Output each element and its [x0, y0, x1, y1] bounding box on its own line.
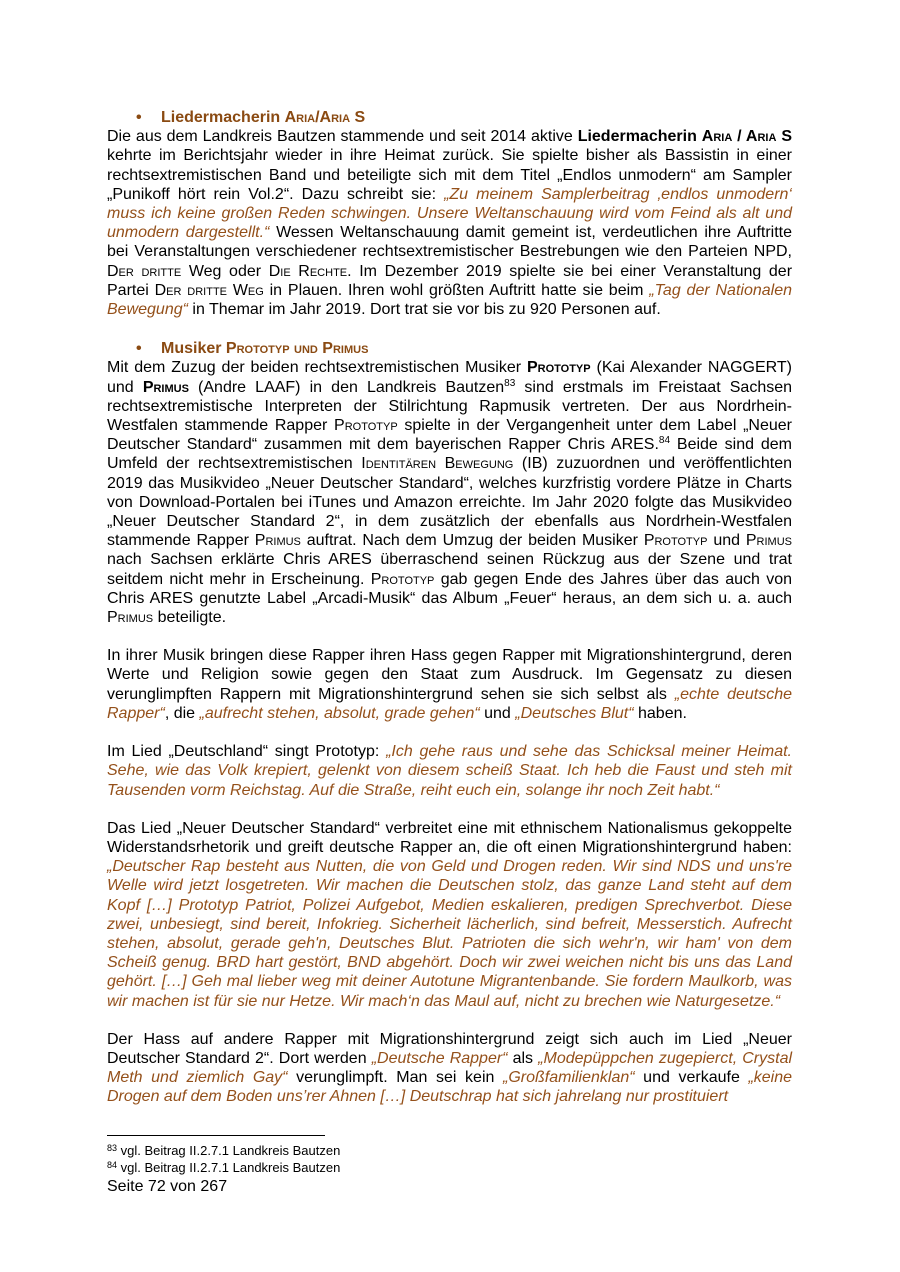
- section-heading-prototyp: • Musiker Prototyp und Primus: [136, 340, 369, 358]
- bullet: •: [136, 340, 142, 358]
- footnote-ref: 84: [658, 435, 671, 447]
- quote: „Zu meinem Samplerbeitrag ‚endlos unmodern‘ muss ich keine großen Reden schwingen. Unsere Weltanschauung wird vom Feind als alt und unmodern dargestellt.“: [107, 185, 792, 242]
- paragraph-hass: In ihrer Musik bringen diese Rapper ihren Hass gegen Rapper mit Migrationshintergrund, deren Werte und Religion sowie gegen den Staat zum Ausdruck. Im Gegensatz zu diesen verunglimpften Rappern mit Migrationshintergrund sehen sie sich selbst als „echte deutsche Rapper“, die „aufrecht stehen, absolut, grade gehen“ und „Deutsches Blut“ haben.: [107, 647, 792, 722]
- footnote-ref: 83: [504, 377, 516, 389]
- section-heading-aria: • Liedermacherin Aria/Aria S: [136, 109, 366, 126]
- quote: „Tag der Nationalen Bewegung“: [107, 281, 792, 319]
- footnote-separator: [107, 1135, 325, 1136]
- footnote-84: $^{84}$ vgl. Beitrag II.2.7.1 Landkreis Bautzen: [107, 1160, 341, 1175]
- page-body: [107, 108, 792, 1107]
- bullet: •: [136, 109, 142, 126]
- page-number: Seite 72 von 267: [107, 1178, 228, 1195]
- paragraph-deutschland: Im Lied „Deutschland“ singt Prototyp: „Ich gehe raus und sehe das Schicksal meiner Heimat. Sehe, wie das Volk krepiert, gelenkt von diesem scheiß Staat. Ich heb die Faust und steh mit Tausenden vorm Reichstag. Auf die Straße, reiht euch ein, solange ihr noch Zeit habt.“: [107, 743, 793, 799]
- paragraph-nds: Das Lied „Neuer Deutscher Standard“ verbreitet eine mit ethnischem Nationalismus gekoppelte Widerstandsrhetorik und greift deutsche Rapper an, die oft einen Migrationshintergrund haben: „Deutscher Rap besteht aus Nutten, die von Geld und Drogen reden. Wir sind NDS und uns're Welle wird jetzt losgetreten. Wir machen die Deutschen stolz, das ganze Land steht auf dem Kopf […] Prototyp Patriot, Polizei Aufgebot, Medien eskalieren, predigen Sprechverbot. Diese zwei, unbesiegt, sind bereit, Infokrieg. Sicherheit lächerlich, sind befreit, Messerstich. Aufrecht stehen, absolut, gerade geh'n, Deutsches Blut. Patrioten die sich wehr'n, wir ham' von dem Scheiß genug. BRD hart gestört, BND abgehört. Doch wir zwei weichen nicht bis uns das Land gehört. […] Geh mal lieber weg mit deiner Autotune Migrantenbande. Sie fordern Maulkorb, was wir machen ist für sie nur Hetze. Wir mach‘n das Maul auf, nicht zu brechen wie Naturgesetze.“: [107, 819, 792, 1010]
- footnote-83: $^{83}$ vgl. Beitrag II.2.7.1 Landkreis Bautzen: [107, 1143, 341, 1158]
- paragraph-aria: Die aus dem Landkreis Bautzen stammende und seit 2014 aktive Liedermacherin Aria / Aria S kehrte im Berichtsjahr wieder in ihre Heimat zurück. Sie spielte bisher als Bassistin in einer rechtsextremistischen Band und beteiligte sich mit dem Titel „Endlos unmodern“ am Sampler „Punikoff hört rein Vol.2“. Dazu schreibt sie: „Zu meinem Samplerbeitrag ‚endlos unmodern‘ muss ich keine großen Reden schwingen. Unsere Weltanschauung wird vom Feind als alt und unmodern dargestellt.“ Wessen Weltanschauung damit gemeint ist, verdeutlichen ihre Auftritte bei Veranstaltungen verschiedener rechtsextremistischer Bestrebungen wie den Parteien NPD, Der dritte Weg oder Die Rechte. Im Dezember 2019 spielte sie bei einer Veranstaltung der Partei Der dritte Weg in Plauen. Ihren wohl größten Auftritt hatte sie beim „Tag der Nationalen Bewegung“ in Themar im Jahr 2019. Dort trat sie vor bis zu 920 Personen auf.: [107, 128, 793, 319]
- paragraph-prototyp: Mit dem Zuzug der beiden rechtsextremistischen Musiker Prototyp (Kai Alexander NAGGERT) und Primus (Andre LAAF) in den Landkreis Bautzen$^{83}$ sind erstmals im Freistaat Sachsen rechtsextremistische Interpreten der Stilrichtung Rapmusik vertreten. Der aus Nordrhein-Westfalen stammende Rapper Prototyp spielte in der Vergangenheit unter dem Label „Neuer Deutscher Standard“ zusammen mit dem bayerischen Rapper Chris ARES.$^{84}$ Beide sind dem Umfeld der rechtsextremistischen Identitären Bewegung (IB) zuzuordnen und veröffentlichten 2019 das Musikvideo „Neuer Deutscher Standard“, welches kurzfristig vordere Plätze in Charts von Download-Portalen bei iTunes und Amazon erreichte. Im Jahr 2020 folgte das Musikvideo „Neuer Deutscher Standard 2“, in dem zusätzlich der ebenfalls aus Nordrhein-Westfalen stammende Rapper Primus auftrat. Nach dem Umzug der beiden Musiker Prototyp und Primus nach Sachsen erklärte Chris ARES überraschend seinen Rückzug aus der Szene und trat seitdem nicht mehr in Erscheinung. Prototyp gab gegen Ende des Jahres über das auch von Chris ARES genutzte Label „Arcadi-Musik“ das Album „Feuer“ heraus, an dem sich u. a. auch Primus beteiligte.: [107, 359, 793, 627]
- paragraph-nds2: Der Hass auf andere Rapper mit Migrationshintergrund zeigt sich auch im Lied „Neuer Deutscher Standard 2“. Dort werden „Deutsche Rapper“ als „Modepüppchen zugepierct, Crystal Meth und ziemlich Gay“ verunglimpft. Man sei kein „Großfamilienklan“ und verkaufe „keine Drogen auf dem Boden uns’rer Ahnen […] Deutschrap hat sich jahrelang nur prostituiert: [107, 1030, 793, 1106]
